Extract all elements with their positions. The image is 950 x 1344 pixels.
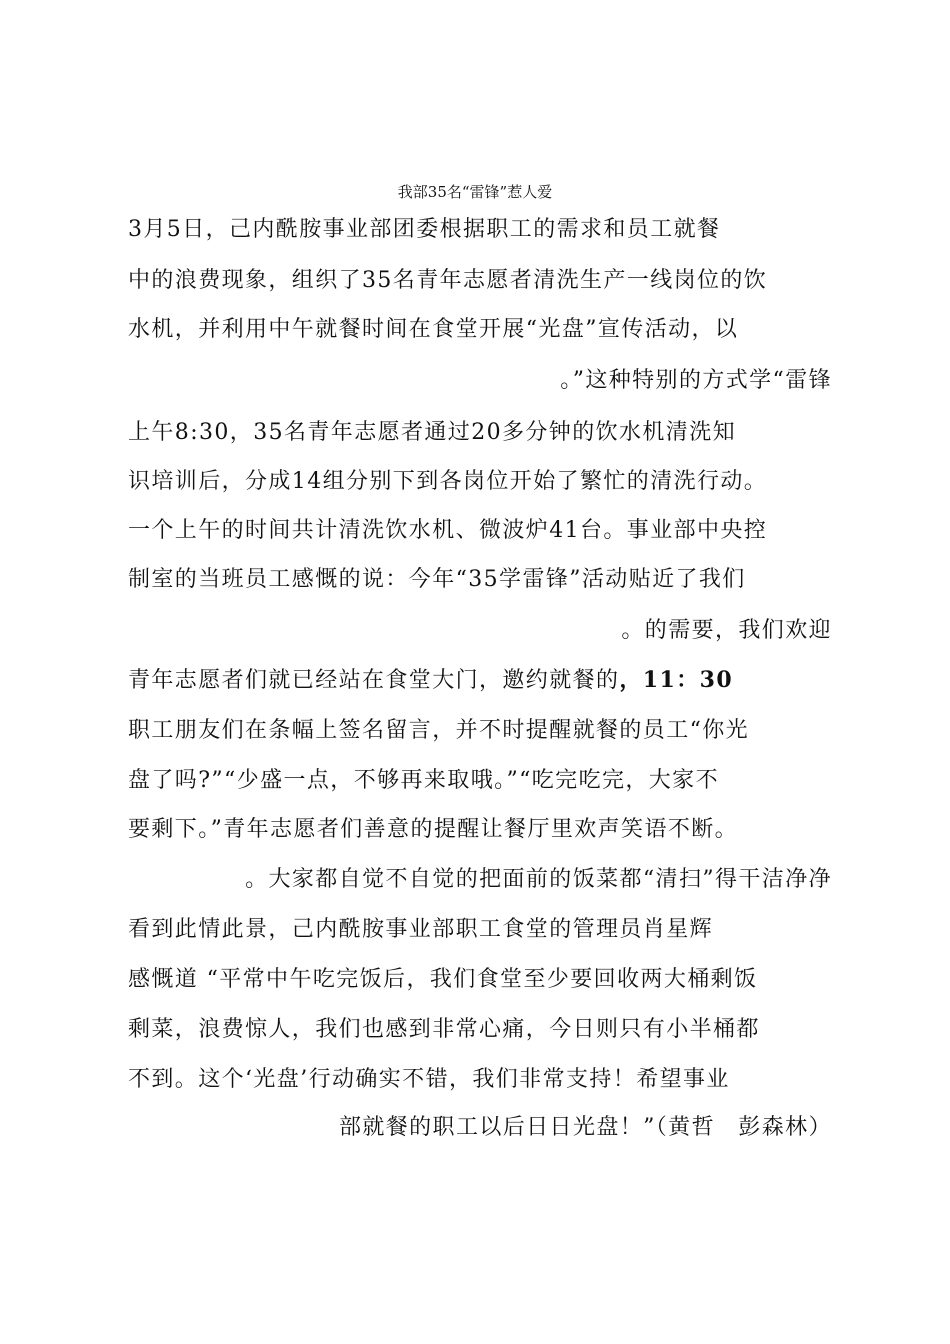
text-line-19: 部就餐的职工以后日日光盘！”（黄哲 彭森林） [338,1115,832,1140]
text-line-3: 水机，并利用中午就餐时间在食堂开展“光盘”宣传活动，以 [128,317,739,342]
text-line-7: 一个上午的时间共计清洗饮水机、微波炉41台。事业部中央控 [128,518,768,543]
text-line-10: 青年志愿者们就已经站在食堂大门，邀约就餐的，11：30 [128,667,734,693]
text-line-14: 。大家都自觉不自觉的把面前的饭菜都“清扫”得干洁净净 [245,867,832,892]
text-line-13: 要剩下。”青年志愿者们善意的提醒让餐厅里欢声笑语不断。 [128,817,739,842]
text-line-1: 3月5日，己内酰胺事业部团委根据职工的需求和员工就餐 [128,217,721,242]
bold-time: ，11：30 [619,667,734,693]
text-line-5: 上午8:30，35名青年志愿者通过20多分钟的饮水机清洗知 [128,420,736,445]
text-line-4: 。”这种特别的方式学“雷锋 [560,368,832,393]
text-line-17: 剩菜，浪费惊人，我们也感到非常心痛，今日则只有小半桶都 [128,1017,760,1042]
text-line-12: 盘了吗?”“少盛一点，不够再来取哦。”“吃完吃完，大家不 [128,768,719,793]
text-line-2: 中的浪费现象，组织了35名青年志愿者清洗生产一线岗位的饮 [128,268,768,293]
article-title: 我部35名“雷锋”惹人爱 [397,183,553,201]
text-line-6: 识培训后，分成14组分别下到各岗位开始了繁忙的清洗行动。 [128,469,768,494]
text-line-9: 。的需要，我们欢迎 [621,618,832,643]
text-line-18: 不到。这个‘光盘’行动确实不错，我们非常支持！希望事业 [128,1067,730,1092]
text-line-15: 看到此情此景，己内酰胺事业部职工食堂的管理员肖星辉 [128,917,714,942]
text-line-16: 感慨道 “平常中午吃完饭后，我们食堂至少要回收两大桶剩饭 [128,967,758,992]
text-line-11: 职工朋友们在条幅上签名留言，并不时提醒就餐的员工“你光 [128,718,750,743]
text-line-8: 制室的当班员工感慨的说：今年“35学雷锋”活动贴近了我们 [128,567,746,592]
